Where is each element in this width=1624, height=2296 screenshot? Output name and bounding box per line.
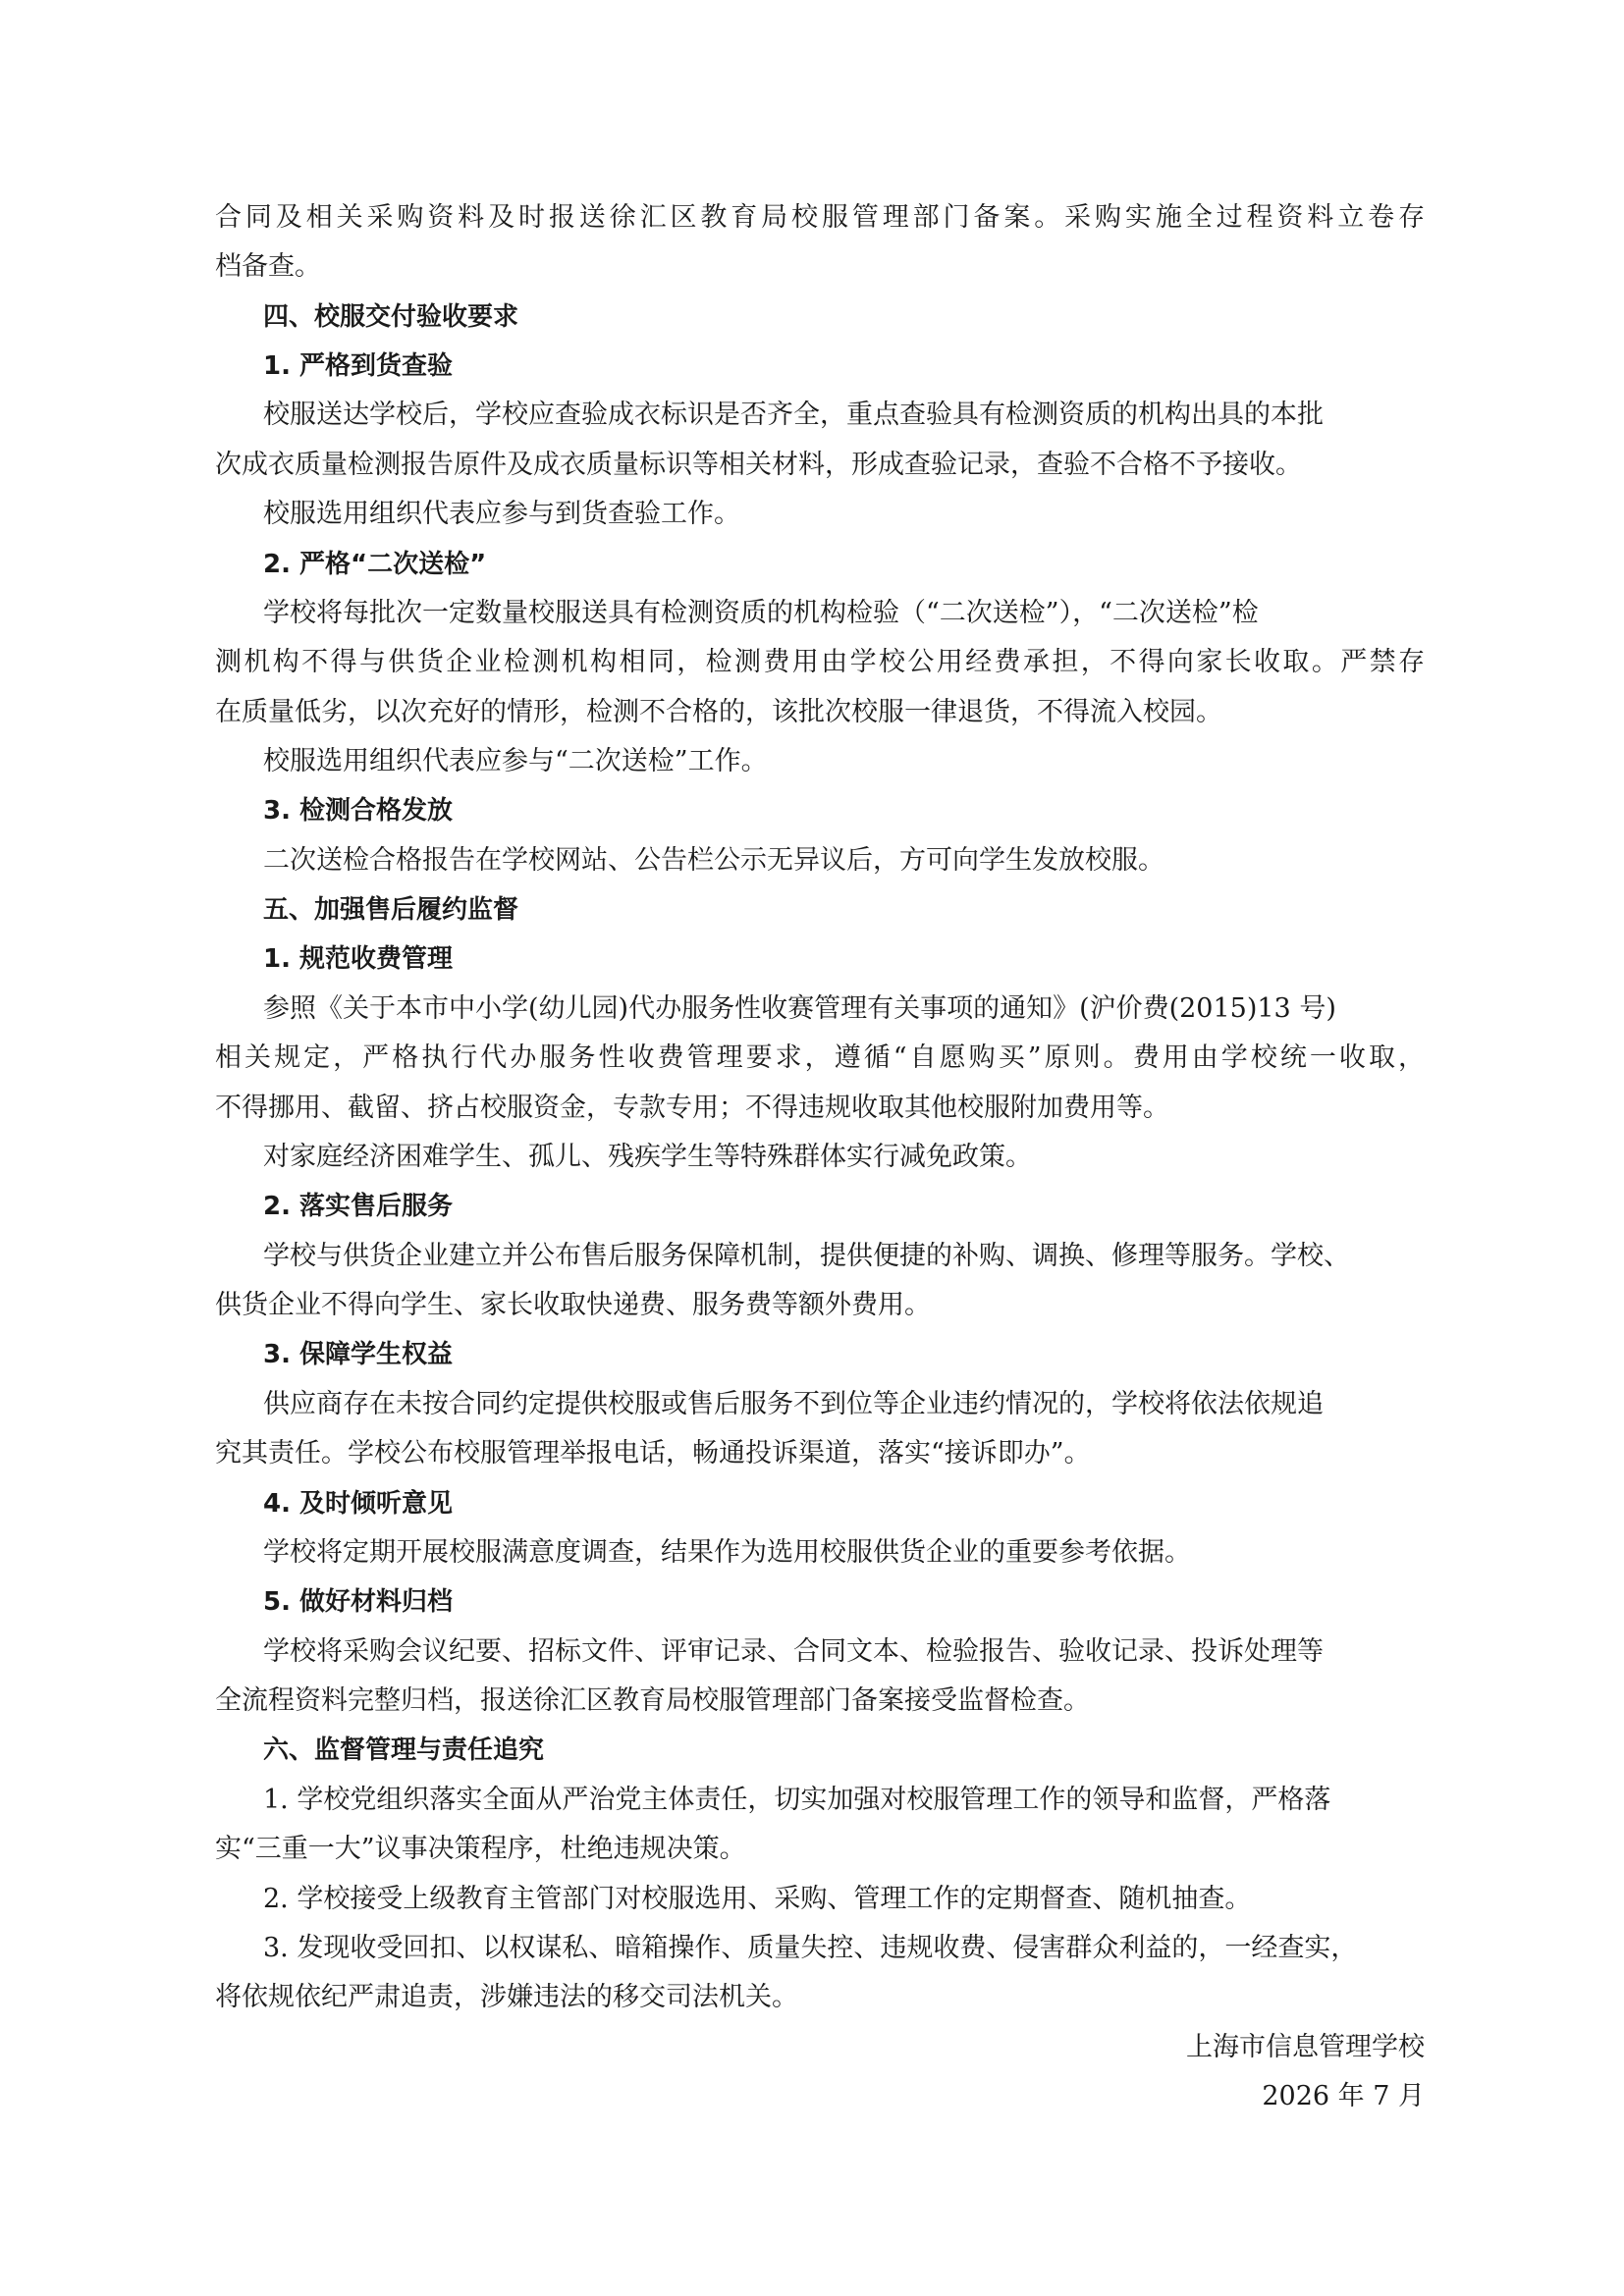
subsection-heading: 1. 严格到货查验 <box>263 351 454 381</box>
paragraph-line: 在质量低劣，以次充好的情形，检测不合格的，该批次校服一律退货，不得流入校园。 <box>215 697 1222 727</box>
paragraph-line: 相关规定，严格执行代办服务性收费管理要求，遵循“自愿购买”原则。费用由学校统一收取， <box>215 1042 1425 1073</box>
paragraph-line: 学校将采购会议纪要、招标文件、评审记录、合同文本、检验报告、验收记录、投诉处理等 <box>263 1636 1324 1667</box>
paragraph-line: 二次送检合格报告在学校网站、公告栏公示无异议后，方可向学生发放校服。 <box>263 845 1164 876</box>
subsection-heading: 3. 检测合格发放 <box>263 796 454 826</box>
paragraph-line: 不得挪用、截留、挤占校服资金，专款专用；不得违规收取其他校服附加费用等。 <box>215 1093 1169 1123</box>
paragraph-line: 参照《关于本市中小学(幼儿园)代办服务性收赛管理有关事项的通知》(沪价费(2015)13 号) <box>263 993 1336 1024</box>
section-heading: 五、加强售后履约监督 <box>263 895 519 925</box>
paragraph-line: 档备查。 <box>215 251 321 282</box>
subsection-heading: 1. 规范收费管理 <box>263 944 454 974</box>
paragraph-line: 究其责任。学校公布校服管理举报电话，畅通投诉渠道，落实“接诉即办”。 <box>215 1438 1091 1468</box>
paragraph-line: 对家庭经济困难学生、孤儿、残疾学生等特殊群体实行减免政策。 <box>263 1142 1032 1172</box>
section-heading: 四、校服交付验收要求 <box>263 302 519 332</box>
paragraph-line: 合同及相关采购资料及时报送徐汇区教育局校服管理部门备案。采购实施全过程资料立卷存 <box>215 202 1425 233</box>
paragraph-line: 学校将定期开展校服满意度调查，结果作为选用校服供货企业的重要参考依据。 <box>263 1537 1191 1568</box>
signature-date: 2026 年 7 月 <box>1262 2081 1425 2111</box>
paragraph-line: 1. 学校党组织落实全面从严治党主体责任，切实加强对校服管理工作的领导和监督，严格落 <box>263 1785 1331 1815</box>
paragraph-line: 校服送达学校后，学校应查验成衣标识是否齐全，重点查验具有检测资质的机构出具的本批 <box>263 400 1324 430</box>
paragraph-line: 供货企业不得向学生、家长收取快递费、服务费等额外费用。 <box>215 1290 931 1320</box>
paragraph-line: 将依规依纪严肃追责，涉嫌违法的移交司法机关。 <box>215 1982 798 2012</box>
paragraph-line: 学校将每批次一定数量校服送具有检测资质的机构检验（“二次送检”），“二次送检”检 <box>263 598 1259 628</box>
paragraph-line: 2. 学校接受上级教育主管部门对校服选用、采购、管理工作的定期督查、随机抽查。 <box>263 1884 1252 1914</box>
subsection-heading: 2. 严格“二次送检” <box>263 550 487 579</box>
paragraph-line: 校服选用组织代表应参与到货查验工作。 <box>263 499 740 529</box>
subsection-heading: 2. 落实售后服务 <box>263 1192 454 1221</box>
paragraph-line: 3. 发现收受回扣、以权谋私、暗箱操作、质量失控、违规收费、侵害群众利益的，一经查实， <box>263 1933 1358 1963</box>
subsection-heading: 4. 及时倾听意见 <box>263 1489 454 1519</box>
paragraph-line: 测机构不得与供货企业检测机构相同，检测费用由学校公用经费承担，不得向家长收取。严禁存 <box>215 647 1425 677</box>
signature-organization: 上海市信息管理学校 <box>1186 2032 1425 2062</box>
paragraph-line: 次成衣质量检测报告原件及成衣质量标识等相关材料，形成查验记录，查验不合格不予接收。 <box>215 450 1302 480</box>
section-heading: 六、监督管理与责任追究 <box>263 1735 545 1765</box>
paragraph-line: 全流程资料完整归档，报送徐汇区教育局校服管理部门备案接受监督检查。 <box>215 1685 1090 1716</box>
paragraph-line: 校服选用组织代表应参与“二次送检”工作。 <box>263 746 768 776</box>
paragraph-line: 学校与供货企业建立并公布售后服务保障机制，提供便捷的补购、调换、修理等服务。学校、 <box>263 1241 1350 1271</box>
paragraph-line: 供应商存在未按合同约定提供校服或售后服务不到位等企业违约情况的，学校将依法依规追 <box>263 1389 1324 1419</box>
subsection-heading: 5. 做好材料归档 <box>263 1587 454 1617</box>
subsection-heading: 3. 保障学生权益 <box>263 1340 454 1369</box>
paragraph-line: 实“三重一大”议事决策程序，杜绝违规决策。 <box>215 1834 746 1864</box>
